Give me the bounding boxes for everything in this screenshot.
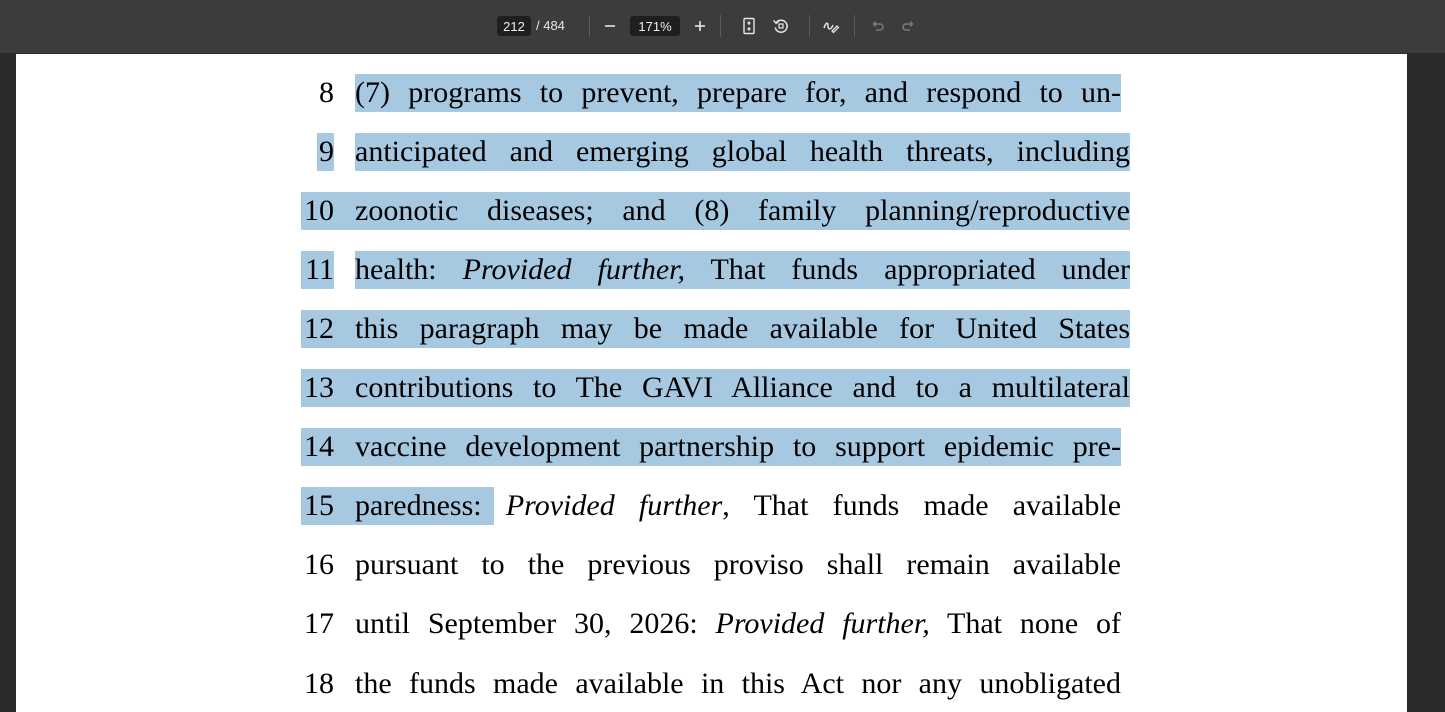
line-number: 10 — [301, 192, 334, 230]
selection-gap — [334, 369, 355, 407]
line-text-part: , That funds made available — [722, 489, 1122, 522]
line-number: 8 — [319, 76, 334, 109]
rotate-button[interactable] — [768, 13, 794, 39]
document-line — [16, 192, 1407, 230]
annotate-button[interactable] — [818, 13, 844, 39]
pdf-page[interactable] — [16, 54, 1407, 712]
document-line — [16, 428, 1407, 466]
line-text: pursuant to the previous proviso shall remain available — [355, 548, 1121, 581]
line-text: this paragraph may be made available for United States — [355, 310, 1130, 348]
plus-icon — [693, 19, 707, 33]
document-line — [16, 133, 1407, 171]
line-number: 12 — [301, 310, 334, 348]
document-line — [16, 74, 1407, 112]
line-text: (7) programs to prevent, prepare for, and respond to un- — [355, 74, 1121, 112]
zoom-in-button[interactable] — [687, 13, 713, 39]
line-text — [355, 251, 1130, 289]
selection-gap — [334, 192, 355, 230]
line-number: 17 — [304, 607, 334, 640]
undo-icon — [869, 18, 885, 34]
line-text-italic: Provided further, — [715, 607, 930, 640]
selection-gap — [334, 428, 355, 466]
zoom-out-button[interactable] — [597, 13, 623, 39]
line-text-part: That funds appropriated under — [685, 253, 1130, 286]
draw-icon — [822, 17, 840, 35]
toolbar-divider — [809, 15, 810, 37]
rotate-icon — [772, 17, 790, 35]
document-line — [16, 487, 1407, 525]
line-text-part: paredness: — [355, 489, 506, 522]
line-text-italic: Provided further — [505, 489, 723, 522]
toolbar-divider — [589, 15, 590, 37]
line-text-italic: Provided further, — [462, 253, 685, 286]
line-text: vaccine development partnership to support epidemic pre- — [355, 428, 1121, 466]
undo-button[interactable] — [864, 13, 890, 39]
document-line — [16, 310, 1407, 348]
toolbar-divider — [854, 15, 855, 37]
minus-icon — [603, 19, 617, 33]
selection-gap — [334, 487, 355, 525]
line-text-part: That none of — [929, 607, 1121, 640]
line-number: 18 — [304, 667, 334, 700]
line-text — [355, 605, 1121, 643]
redo-icon — [901, 18, 917, 34]
line-text-part: until September 30, 2026: — [355, 607, 716, 640]
line-number: 9 — [317, 133, 334, 171]
document-line — [16, 605, 1407, 643]
line-text: anticipated and emerging global health threats, including — [355, 133, 1130, 171]
page-total: / 484 — [536, 18, 565, 33]
document-line — [16, 546, 1407, 584]
line-text — [355, 487, 1121, 525]
redo-button[interactable] — [896, 13, 922, 39]
fit-page-icon — [741, 17, 757, 35]
document-line — [16, 251, 1407, 289]
line-number: 13 — [301, 369, 334, 407]
line-number: 15 — [301, 487, 334, 525]
zoom-level-input[interactable] — [630, 16, 680, 36]
selection-gap — [334, 310, 355, 348]
document-viewer[interactable] — [0, 54, 1445, 712]
line-text: contributions to The GAVI Alliance and to a multilateral — [355, 369, 1130, 407]
line-text: the funds made available in this Act nor any unobligated — [355, 667, 1121, 700]
fit-page-button[interactable] — [736, 13, 762, 39]
document-line — [16, 665, 1407, 703]
line-number: 11 — [301, 251, 334, 289]
page-number-input[interactable] — [497, 16, 531, 36]
line-text: zoonotic diseases; and (8) family planning/reproductive — [355, 192, 1130, 230]
pdf-toolbar — [0, 0, 1445, 54]
line-text-part: health: — [355, 253, 463, 286]
document-line — [16, 369, 1407, 407]
line-number: 16 — [304, 548, 334, 581]
line-number: 14 — [301, 428, 334, 466]
toolbar-divider — [720, 15, 721, 37]
